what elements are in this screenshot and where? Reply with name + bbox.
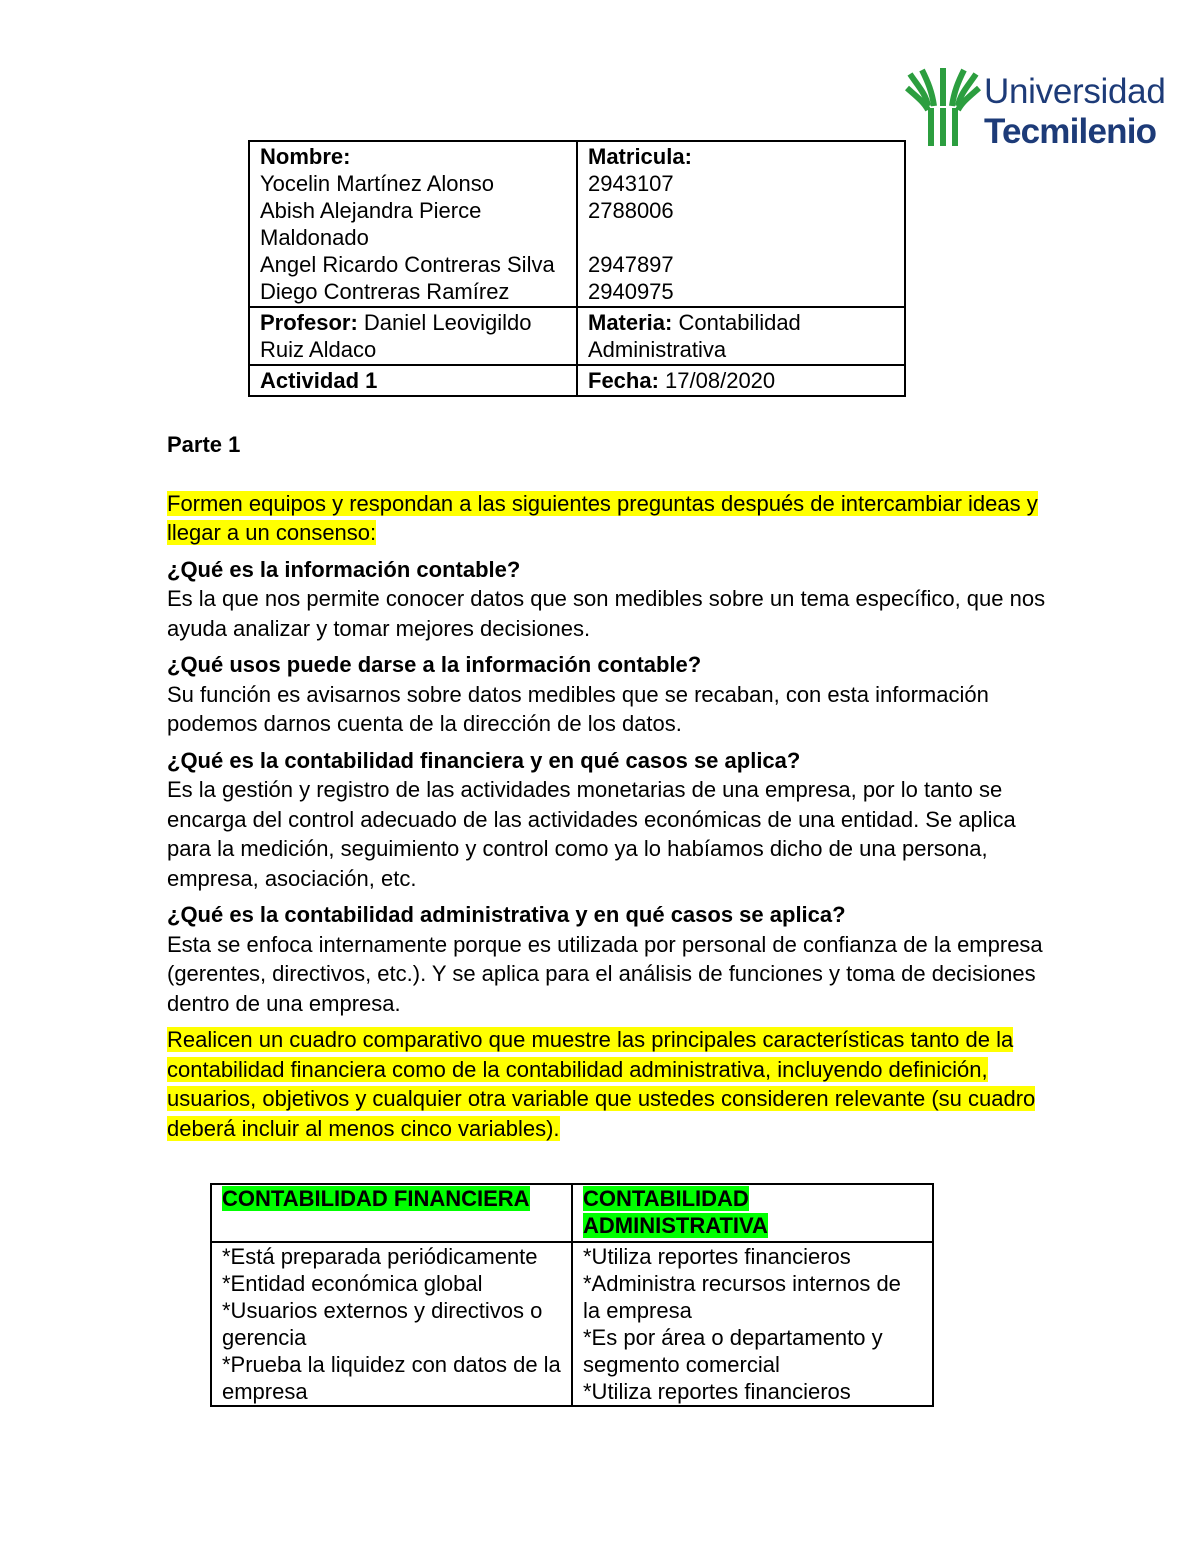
fecha-label: Fecha: [588,368,659,393]
tecmilenio-mark-icon [904,66,982,148]
answer: Su función es avisarnos sobre datos medibles que se recaban, con esta información podemos darnos cuenta de la dirección de los datos. [167,681,989,736]
student-id: 2940975 [588,279,674,304]
header-info-table [248,140,906,397]
document-body [167,430,1047,1143]
list-item: *Utiliza reportes financieros [583,1379,851,1404]
nombre-label: Nombre: [260,144,351,169]
question: ¿Qué es la contabilidad financiera y en qué casos se aplica? [167,747,801,773]
comparison-header-administrativa: CONTABILIDAD ADMINISTRATIVA [572,1184,933,1242]
student-name: Abish Alejandra Pierce Maldonado [260,198,482,250]
actividad-cell [249,365,577,396]
question: ¿Qué es la contabilidad administrativa y en qué casos se aplica? [167,902,846,927]
instruction-highlighted: Formen equipos y respondan a las siguientes preguntas después de intercambiar ideas y llegar a un consenso: [167,490,1038,545]
comparison-header-financiera: CONTABILIDAD FINANCIERA [211,1184,572,1242]
list-item: *Es por área o departamento y segmento comercial [583,1325,883,1377]
list-item: *Está preparada periódicamente [222,1244,538,1269]
list-item: *Usuarios externos y directivos o gerencia [222,1298,543,1350]
answer: Es la que nos permite conocer datos que son medibles sobre un tema específico, que nos ayuda analizar y tomar mejores decisiones. [167,586,1046,641]
fecha-value: 17/08/2020 [665,368,776,393]
comparison-table [210,1183,934,1407]
actividad-label: Actividad 1 [260,368,378,393]
student-name: Yocelin Martínez Alonso [260,171,494,196]
ids-cell [577,141,905,307]
university-logo [900,62,1172,152]
list-item: *Utiliza reportes financieros [583,1244,851,1269]
question: ¿Qué es la información contable? [167,556,521,582]
list-item: *Prueba la liquidez con datos de la empresa [222,1352,561,1404]
logo-line-tecmilenio: Tecmilenio [984,112,1157,151]
materia-cell [577,307,905,365]
students-cell [249,141,577,307]
student-name: Diego Contreras Ramírez [260,279,510,304]
student-id: 2788006 [588,198,674,223]
section-title: Parte 1 [167,432,241,457]
profesor-value: Daniel Leovigildo Ruiz Aldaco [260,310,532,362]
materia-label: Materia: [588,310,673,335]
administrativa-items-cell [572,1242,933,1406]
financiera-items-cell [211,1242,572,1406]
materia-value: Contabilidad Administrativa [588,310,801,362]
question: ¿Qué usos puede darse a la información contable? [167,652,702,677]
student-id: 2947897 [588,252,674,277]
logo-line-universidad: Universidad [984,72,1166,111]
list-item: *Entidad económica global [222,1271,483,1296]
student-id: 2943107 [588,171,674,196]
matricula-label: Matricula: [588,144,692,169]
answer: Es la gestión y registro de las actividades monetarias de una empresa, por lo tanto se encarga del control adecuado de las actividades económicas de una entidad. Se aplica para la medición, seguimiento y control como ya lo habíamos dicho de una persona, empresa, asociación, etc. [167,777,1016,891]
answer: Esta se enfoca internamente porque es utilizada por personal de confianza de la empresa (gerentes, directivos, etc.). Y se aplica para el análisis de funciones y toma de decisiones dentro de una empresa. [167,931,1043,1016]
fecha-cell [577,365,905,396]
student-name: Angel Ricardo Contreras Silva [260,252,555,277]
profesor-label: Profesor: [260,310,358,335]
instruction-highlighted: Realicen un cuadro comparativo que muestre las principales características tanto de la contabilidad financiera como de la contabilidad administrativa, incluyendo definición, usuarios, objetivos y cualquier otra variable que ustedes consideren relevante (su cuadro deberá incluir al menos cinco variables). [167,1027,1036,1141]
profesor-cell [249,307,577,365]
list-item: *Administra recursos internos de la empresa [583,1271,901,1323]
